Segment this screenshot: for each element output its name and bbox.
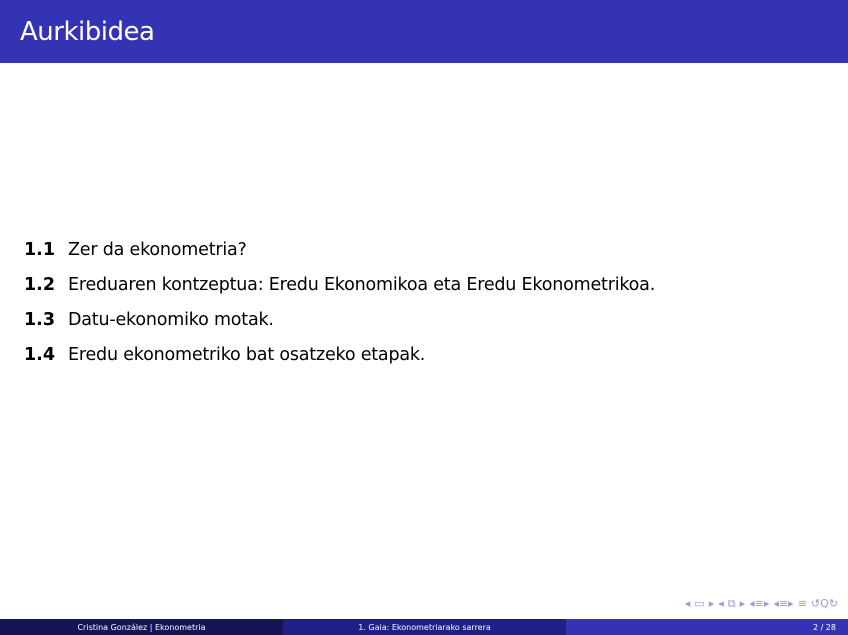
table-of-contents bbox=[24, 240, 655, 380]
footer-section: 1. Gaia: Ekonometriarako sarrera bbox=[283, 619, 566, 635]
align-icon[interactable]: ≡ bbox=[797, 597, 807, 610]
slide-title: Aurkibidea bbox=[20, 17, 155, 47]
toc-item-number: 1.2 bbox=[24, 275, 56, 295]
toc-item-text: Zer da ekonometria? bbox=[68, 240, 247, 260]
first-slide-icon[interactable]: ◂ bbox=[684, 597, 691, 610]
toc-item-number: 1.4 bbox=[24, 345, 56, 365]
toc-item-number: 1.3 bbox=[24, 310, 56, 330]
subsection-nav-icon[interactable]: ◂≡▸ bbox=[773, 597, 794, 610]
toc-item-text: Datu-ekonomiko motak. bbox=[68, 310, 274, 330]
toc-item[interactable] bbox=[24, 345, 655, 380]
next-section-icon[interactable]: ◂≡▸ bbox=[749, 597, 770, 610]
slide-header bbox=[0, 0, 848, 63]
prev-frame-icon[interactable]: ▭ bbox=[694, 597, 705, 610]
footer-author: Cristina González | Ekonometria bbox=[0, 619, 283, 635]
toc-item[interactable] bbox=[24, 310, 655, 345]
toc-item-number: 1.1 bbox=[24, 240, 56, 260]
toc-item[interactable] bbox=[24, 275, 655, 310]
prev-section-icon[interactable]: ▸ bbox=[739, 597, 746, 610]
slide-footer bbox=[0, 619, 848, 635]
toc-item-text: Ereduaren kontzeptua: Eredu Ekonomikoa eta Eredu Ekonometrikoa. bbox=[68, 275, 656, 295]
footer-page-number: 2 / 28 bbox=[566, 619, 848, 635]
next-frame-icon[interactable]: ▸ bbox=[708, 597, 715, 610]
prev-subsection-icon[interactable]: ◂ bbox=[718, 597, 724, 610]
search-icon[interactable]: ↺Q↻ bbox=[810, 597, 838, 610]
toc-item-text: Eredu ekonometriko bat osatzeko etapak. bbox=[68, 345, 426, 365]
next-subsection-icon[interactable]: ⧉ bbox=[727, 597, 736, 610]
beamer-navigation bbox=[685, 598, 838, 610]
toc-item[interactable] bbox=[24, 240, 655, 275]
